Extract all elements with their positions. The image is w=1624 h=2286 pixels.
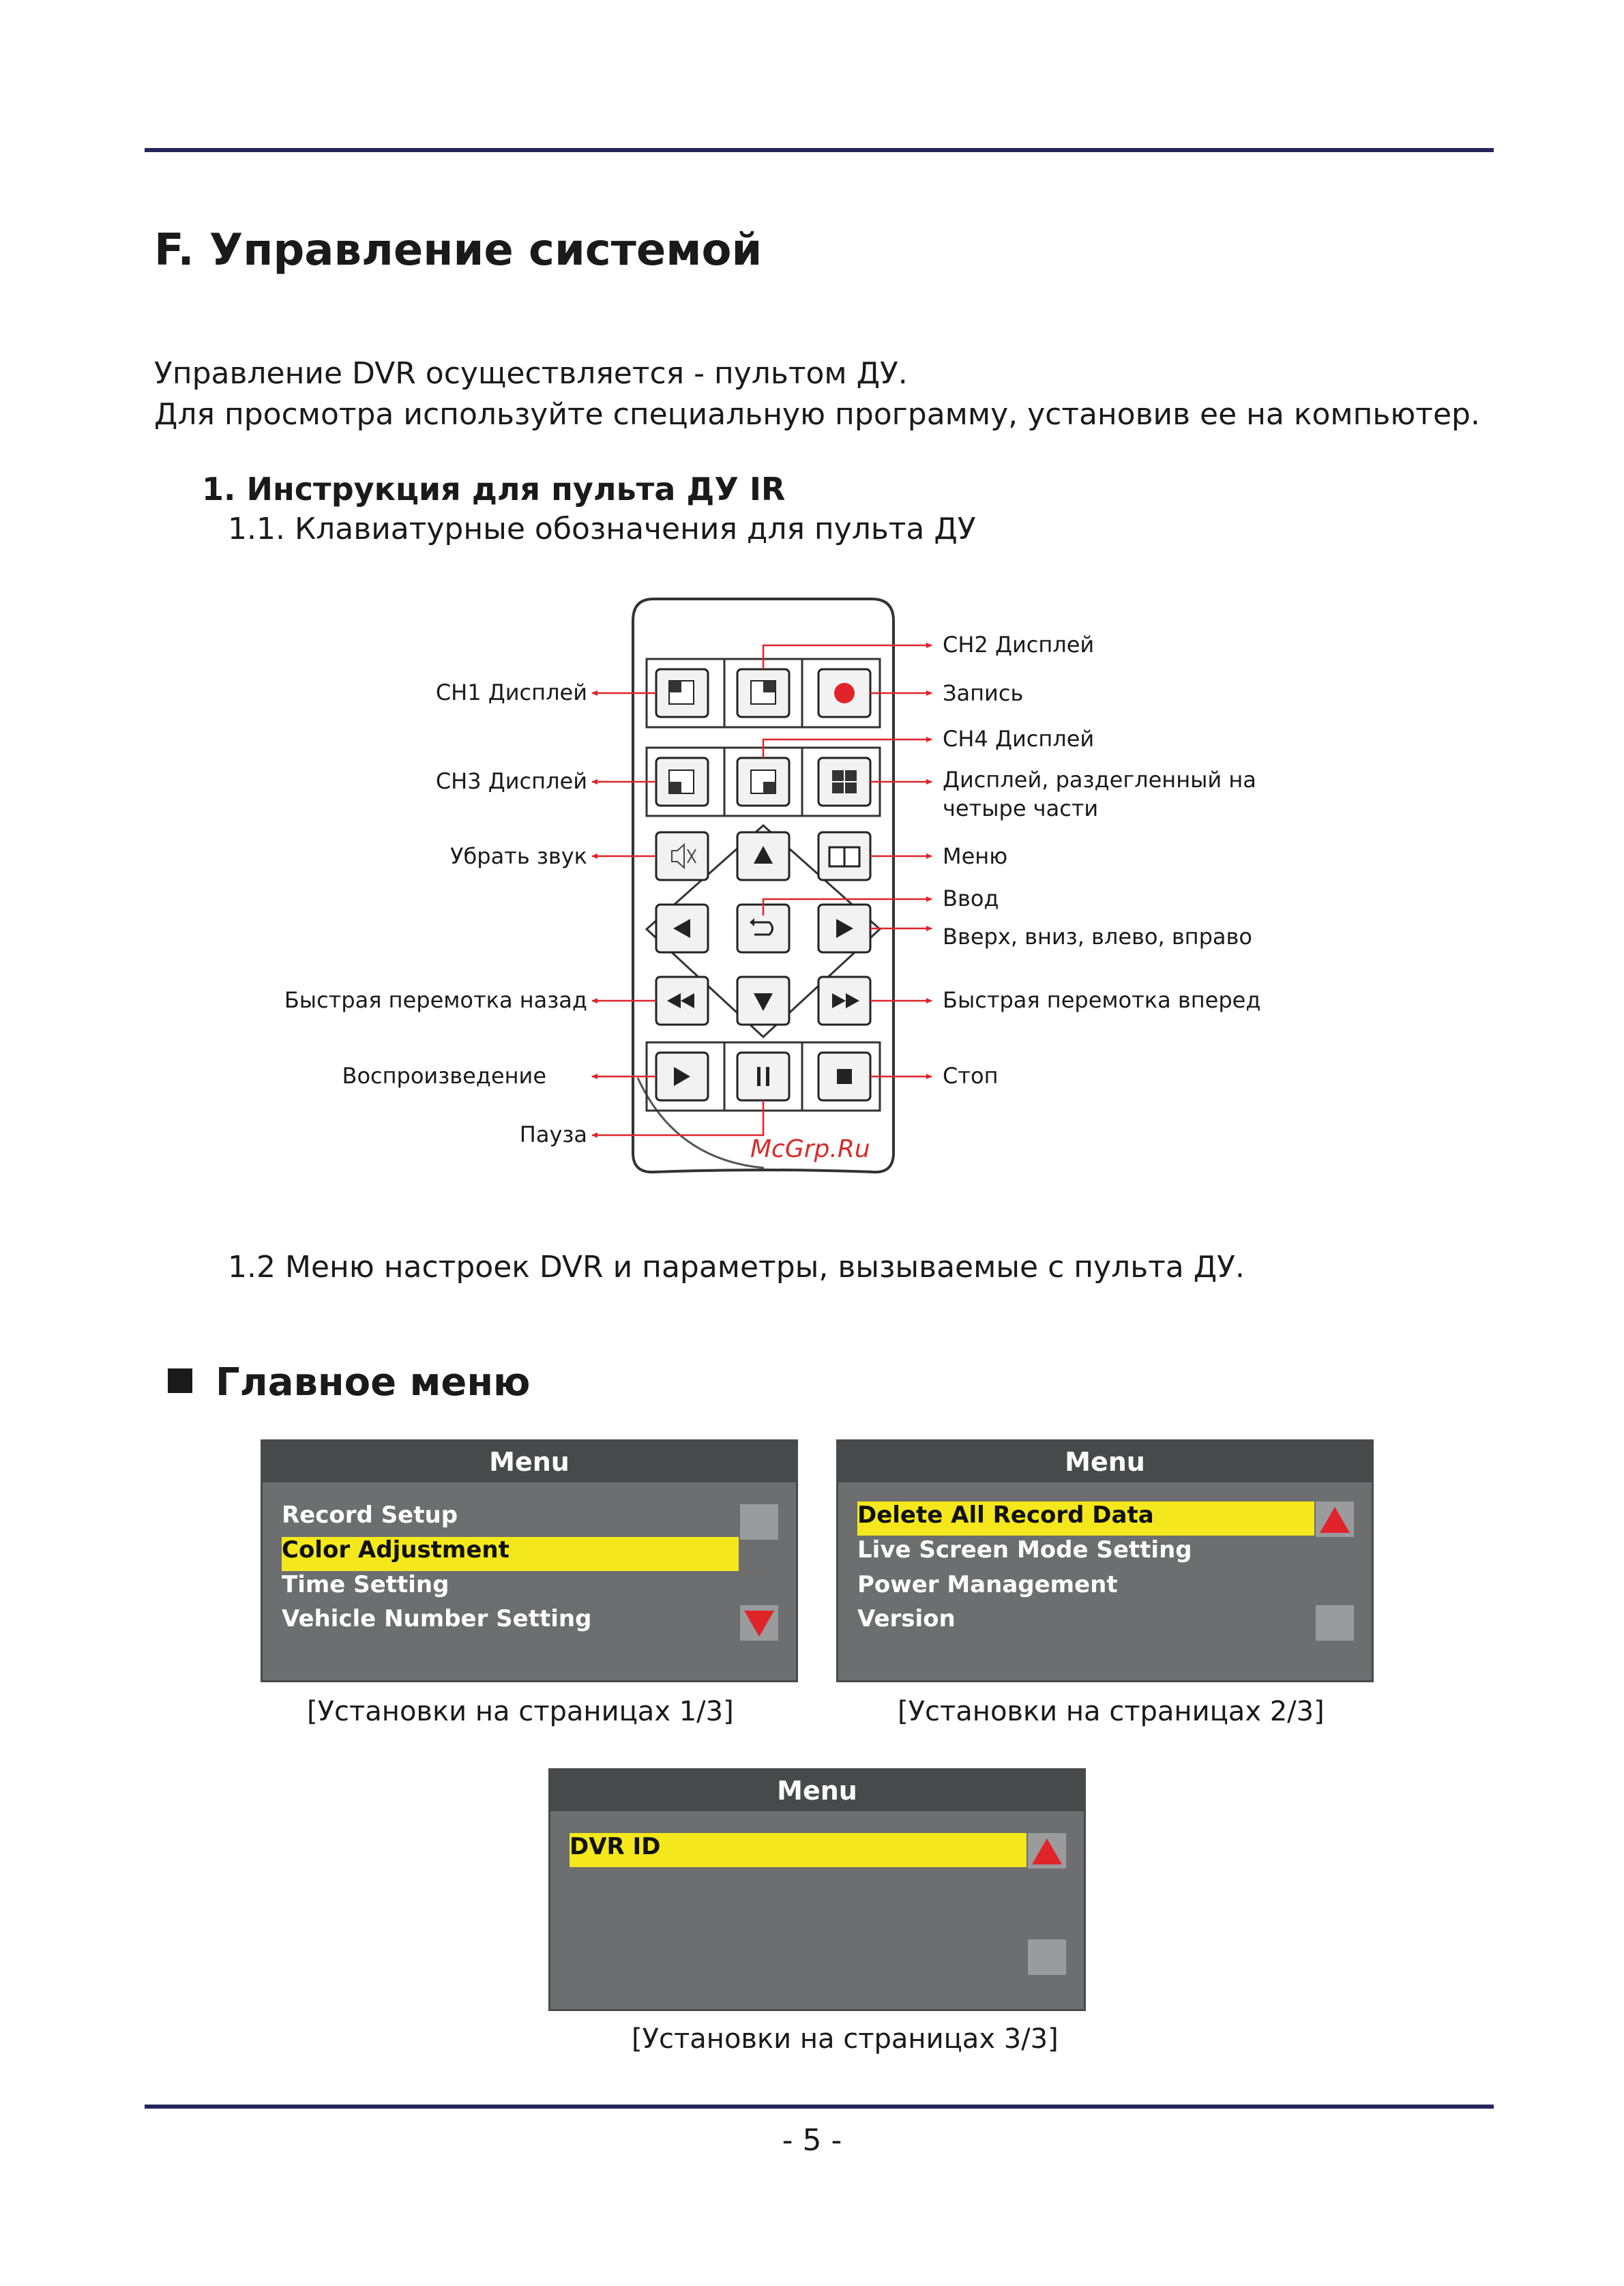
menu-panel-page-2 bbox=[836, 1439, 1374, 1682]
down-arrow-icon bbox=[740, 1605, 778, 1641]
intro-line-1: Управление DVR осуществляется - пультом ДУ. bbox=[154, 356, 908, 391]
label-forward: Быстрая перемотка вперед bbox=[943, 987, 1261, 1013]
main-menu-title: Главное меню bbox=[216, 1360, 531, 1405]
up-arrow-icon bbox=[1028, 1833, 1066, 1869]
button-pause[interactable] bbox=[737, 1053, 789, 1100]
section-title: F. Управление системой bbox=[154, 225, 763, 276]
label-ch3: CH3 Дисплей bbox=[435, 768, 587, 794]
label-arrows: Вверх, вниз, влево, вправо bbox=[943, 924, 1252, 950]
button-forward[interactable] bbox=[818, 977, 870, 1025]
label-ch2: CH2 Дисплей bbox=[943, 632, 1095, 658]
button-record[interactable] bbox=[818, 669, 870, 717]
watermark: McGrp.Ru bbox=[750, 1135, 870, 1163]
scroll-up-button[interactable] bbox=[1316, 1501, 1354, 1537]
label-stop: Стоп bbox=[943, 1063, 999, 1089]
scroll-down-button[interactable] bbox=[740, 1605, 778, 1641]
menu-panel-page-1 bbox=[261, 1439, 798, 1682]
button-left[interactable] bbox=[656, 905, 708, 952]
menu-item-delete-all-record-data[interactable]: Delete All Record Data bbox=[857, 1501, 1154, 1529]
menu-item-version[interactable]: Version bbox=[857, 1605, 956, 1632]
label-ch1: CH1 Дисплей bbox=[435, 679, 587, 705]
button-ch3[interactable] bbox=[656, 758, 708, 806]
button-ch1[interactable] bbox=[656, 669, 708, 717]
label-play: Воспроизведение bbox=[342, 1063, 546, 1089]
button-rewind[interactable] bbox=[656, 977, 708, 1025]
scroll-up-button[interactable] bbox=[1028, 1833, 1066, 1869]
label-pause: Пауза bbox=[519, 1122, 587, 1147]
button-ch2[interactable] bbox=[737, 669, 789, 717]
scroll-down-placeholder bbox=[1316, 1605, 1354, 1641]
scroll-down-placeholder bbox=[1028, 1939, 1066, 1975]
label-quad-1: Дисплей, раздегленный на bbox=[943, 767, 1256, 793]
menu-caption-page-2: [Установки на страницах 2/3] bbox=[898, 1696, 1325, 1727]
menu-item-time-setting[interactable]: Time Setting bbox=[282, 1571, 449, 1598]
subsection-1-title: 1. Инструкция для пульта ДУ IR bbox=[202, 471, 786, 508]
up-arrow-icon bbox=[1316, 1501, 1354, 1537]
menu-item-color-adjustment[interactable]: Color Adjustment bbox=[282, 1536, 510, 1564]
button-stop[interactable] bbox=[818, 1053, 870, 1100]
button-play[interactable] bbox=[656, 1053, 708, 1100]
label-enter: Ввод bbox=[943, 885, 999, 911]
page-number: - 5 - bbox=[782, 2123, 842, 2158]
button-menu[interactable] bbox=[818, 832, 870, 880]
label-quad-2: четыре части bbox=[943, 795, 1099, 821]
scroll-up-placeholder bbox=[740, 1504, 778, 1540]
menu-item-live-screen-mode-setting[interactable]: Live Screen Mode Setting bbox=[857, 1536, 1192, 1564]
label-record: Запись bbox=[943, 680, 1024, 706]
menu-item-vehicle-number-setting[interactable]: Vehicle Number Setting bbox=[282, 1605, 592, 1632]
menu-item-record-setup[interactable]: Record Setup bbox=[282, 1501, 458, 1529]
button-quad[interactable] bbox=[818, 758, 870, 806]
subsection-1-2-title: 1.2 Меню настроек DVR и параметры, вызываемые с пульта ДУ. bbox=[228, 1250, 1245, 1285]
intro-line-2: Для просмотра используйте специальную программу, установив ее на компьютер. bbox=[154, 397, 1480, 432]
menu-caption-page-1: [Установки на страницах 1/3] bbox=[307, 1696, 734, 1727]
button-mute[interactable] bbox=[656, 832, 708, 880]
menu-item-dvr-id[interactable]: DVR ID bbox=[570, 1833, 661, 1860]
menu-title: Menu bbox=[263, 1441, 796, 1482]
bottom-rule bbox=[145, 2105, 1494, 2109]
button-up[interactable] bbox=[737, 832, 789, 880]
menu-item-power-management[interactable]: Power Management bbox=[857, 1571, 1118, 1598]
button-right[interactable] bbox=[818, 905, 870, 952]
label-menu: Меню bbox=[943, 843, 1008, 869]
button-down[interactable] bbox=[737, 977, 789, 1025]
label-rewind: Быстрая перемотка назад bbox=[284, 987, 587, 1013]
menu-panel-page-3 bbox=[548, 1768, 1086, 2011]
menu-caption-page-3: [Установки на страницах 3/3] bbox=[632, 2023, 1059, 2055]
subsection-1-1-title: 1.1. Клавиатурные обозначения для пульта ДУ bbox=[228, 512, 976, 546]
menu-title: Menu bbox=[550, 1770, 1084, 1811]
menu-title: Menu bbox=[838, 1441, 1372, 1482]
button-ch4[interactable] bbox=[737, 758, 789, 806]
label-mute: Убрать звук bbox=[450, 843, 587, 869]
label-ch4: CH4 Дисплей bbox=[943, 726, 1095, 752]
bullet-square bbox=[168, 1368, 192, 1393]
